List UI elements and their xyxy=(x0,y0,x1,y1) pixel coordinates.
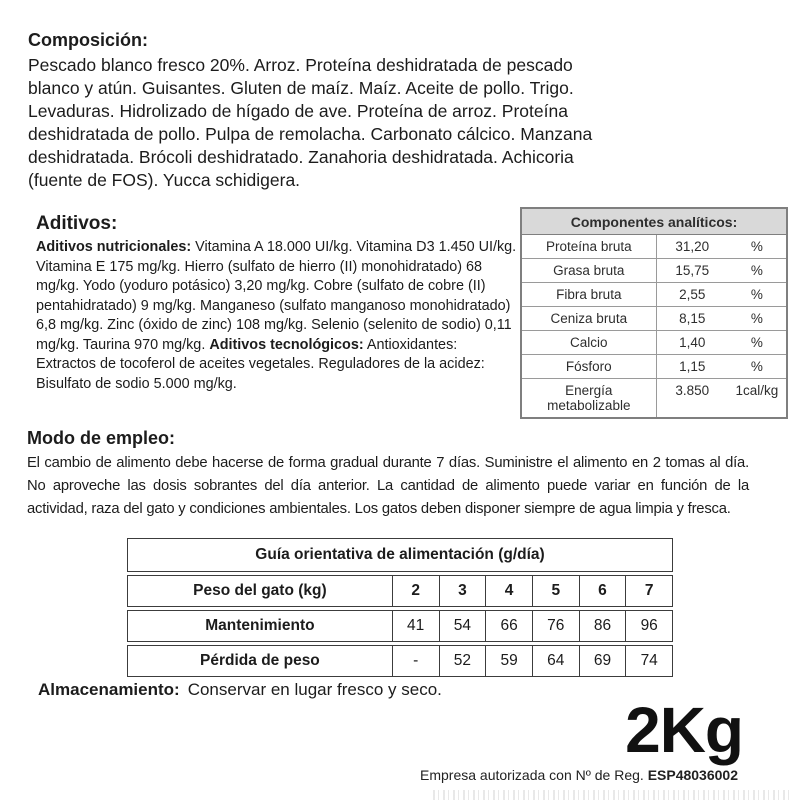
table-row xyxy=(522,307,786,331)
table-row xyxy=(127,610,673,642)
component-value: 15,75 xyxy=(675,263,710,278)
table-row xyxy=(522,379,786,417)
ration-value: 64 xyxy=(532,646,579,676)
composition-section xyxy=(28,30,626,192)
feeding-guide-title xyxy=(127,538,673,572)
usage-section xyxy=(27,428,749,521)
component-unit: % xyxy=(750,311,763,326)
table-row xyxy=(127,575,673,607)
component-unit: % xyxy=(750,335,763,350)
additives-text xyxy=(36,238,520,394)
composition-heading: Composición: xyxy=(28,30,148,50)
component-value: 31,20 xyxy=(675,239,710,254)
storage-text: Conservar en lugar fresco y seco. xyxy=(187,680,442,699)
component-unit: % xyxy=(750,239,763,254)
registration-number: ESP48036002 xyxy=(647,767,738,783)
maintenance-row-label: Mantenimiento xyxy=(205,617,315,634)
ration-value: 66 xyxy=(485,611,532,641)
analytical-components-table xyxy=(520,207,788,419)
registration-text: Empresa autorizada con Nº de Reg. xyxy=(420,767,648,783)
table-row xyxy=(522,355,786,379)
component-value: 2,55 xyxy=(679,287,706,302)
ration-value: 76 xyxy=(532,611,579,641)
weight-col: 4 xyxy=(485,576,532,606)
table-row xyxy=(127,645,673,677)
table-row xyxy=(522,283,786,307)
component-name: Fósforo xyxy=(522,355,657,378)
usage-heading: Modo de empleo: xyxy=(27,428,175,448)
component-value: 3.850 xyxy=(675,383,710,398)
component-name: Ceniza bruta xyxy=(522,307,657,330)
feeding-guide-title-text: Guía orientativa de alimentación (g/día) xyxy=(255,546,545,563)
component-name: Proteína bruta xyxy=(522,235,657,258)
net-weight: 2Kg xyxy=(625,694,743,766)
usage-text: El cambio de alimento debe hacerse de forma gradual durante 7 días. Suministre el alimento en 2 tomas al día. No aproveche las dosis sobrantes del día anterior. La cantidad de alimento puede variar en función de la actividad, raza del gato y condiciones ambientales. Los gatos deben disponer siempre de agua limpia y fresca. xyxy=(27,455,749,517)
component-unit: % xyxy=(750,359,763,374)
component-unit: % xyxy=(750,263,763,278)
ration-value: 52 xyxy=(439,646,486,676)
component-name: Energía metabolizable xyxy=(522,379,657,417)
component-name: Grasa bruta xyxy=(522,259,657,282)
weight-col: 5 xyxy=(532,576,579,606)
feeding-guide-table xyxy=(127,538,673,680)
weight-col: 3 xyxy=(439,576,486,606)
registration-line xyxy=(420,767,738,783)
table-row xyxy=(522,331,786,355)
component-value: 8,15 xyxy=(679,311,706,326)
technological-additives-label: Aditivos tecnológicos: xyxy=(209,336,364,353)
weight-loss-row-label: Pérdida de peso xyxy=(200,652,320,669)
ration-value: 59 xyxy=(485,646,532,676)
ration-value: 86 xyxy=(579,611,626,641)
component-name: Fibra bruta xyxy=(522,283,657,306)
table-row xyxy=(522,235,786,259)
component-value: 1,40 xyxy=(679,335,706,350)
weight-row-label: Peso del gato (kg) xyxy=(193,582,327,599)
ration-value: 54 xyxy=(439,611,486,641)
weight-col: 7 xyxy=(625,576,672,606)
storage-section xyxy=(38,680,442,700)
nutritional-additives-text: Vitamina A 18.000 UI/kg. Vitamina D3 1.450 UI/kg. Vitamina E 175 mg/kg. Hierro (sulfato de hierro (II) monohidratado) 68 mg/kg. Yodo (yoduro potásico) 3,20 mg/kg. Cobre (sulfato de cobre (II) pentahidratado) 9 mg/kg. Manganeso (sulfato manganoso monohidratado) 6,8 mg/kg. Zinc (óxido de zinc) 108 mg/kg. Selenio (selenito de sodio) 0,11 mg/kg. Taurina 970 mg/kg. xyxy=(36,239,517,353)
weight-col: 2 xyxy=(392,576,439,606)
weight-col: 6 xyxy=(579,576,626,606)
storage-label: Almacenamiento: xyxy=(38,680,180,699)
component-unit: % xyxy=(750,287,763,302)
additives-heading: Aditivos: xyxy=(36,213,118,234)
component-name: Calcio xyxy=(522,331,657,354)
additives-section xyxy=(36,213,520,394)
ration-value: - xyxy=(392,646,439,676)
composition-text: Pescado blanco fresco 20%. Arroz. Proteína deshidratada de pescado blanco y atún. Guisantes. Gluten de maíz. Maíz. Aceite de pollo. Trigo. Levaduras. Hidrolizado de hígado de ave. Proteína de arroz. Proteína deshidratada de pollo. Pulpa de remolacha. Carbonato cálcico. Manzana deshidratada. Brócoli deshidratado. Zanahoria deshidratada. Achicoria (fuente de FOS). Yucca schidigera. xyxy=(28,55,593,190)
ration-value: 74 xyxy=(625,646,672,676)
ration-value: 69 xyxy=(579,646,626,676)
component-unit: 1cal/kg xyxy=(735,383,779,398)
nutritional-additives-label: Aditivos nutricionales: xyxy=(36,239,192,255)
component-value: 1,15 xyxy=(679,359,706,374)
ration-value: 41 xyxy=(392,611,439,641)
technological-additives-text: Antioxidantes: Extractos de tocoferol de aceites vegetales. Reguladores de la acidez: Bisulfato de sodio 5.000 mg/kg. xyxy=(36,336,485,392)
analytical-table-title: Componentes analíticos: xyxy=(522,209,786,235)
ration-value: 96 xyxy=(625,611,672,641)
table-row xyxy=(522,259,786,283)
barcode xyxy=(433,790,790,800)
